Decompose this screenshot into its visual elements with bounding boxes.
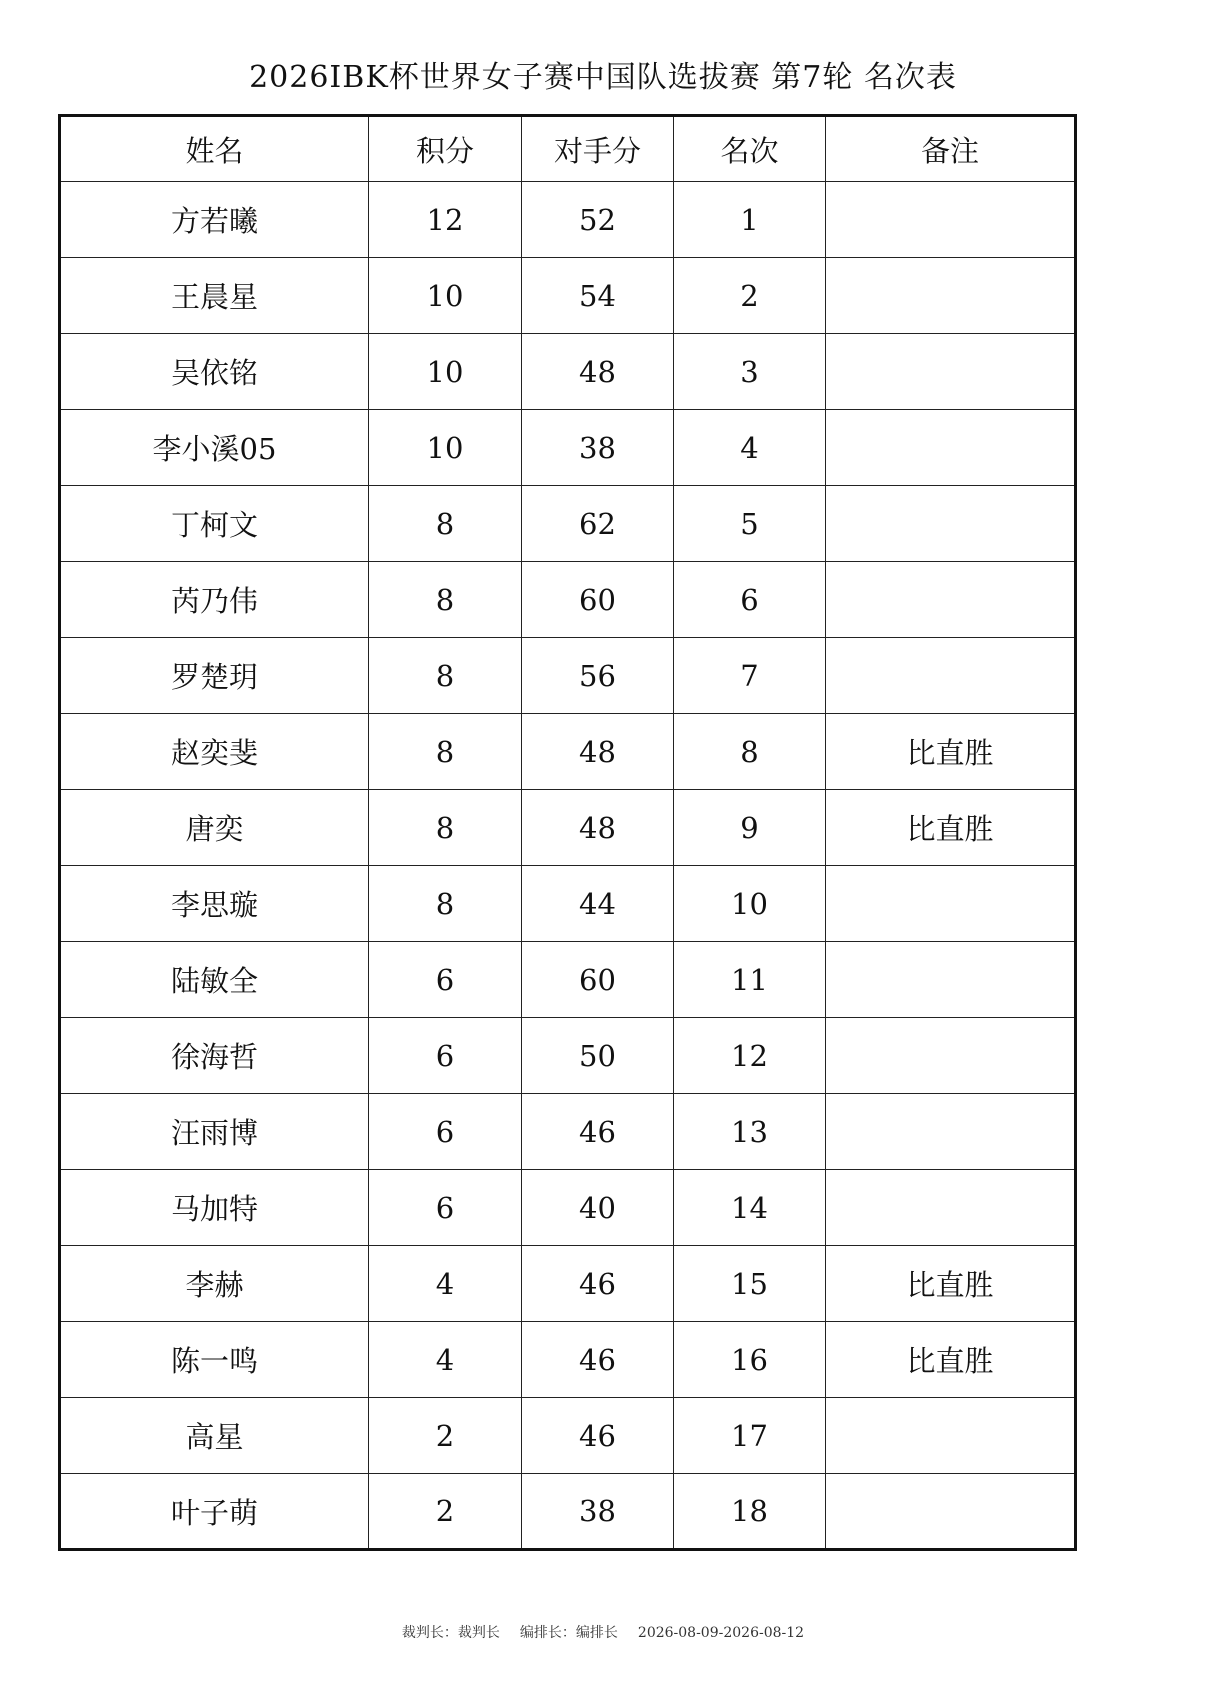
cell-score: 4 bbox=[369, 1246, 522, 1322]
cell-opponent-score: 56 bbox=[522, 638, 674, 714]
cell-note bbox=[826, 182, 1076, 258]
cell-score: 2 bbox=[369, 1398, 522, 1474]
cell-name: 叶子萌 bbox=[60, 1474, 369, 1550]
cell-name: 芮乃伟 bbox=[60, 562, 369, 638]
table-row bbox=[60, 1398, 1076, 1474]
cell-score: 10 bbox=[369, 334, 522, 410]
cell-note bbox=[826, 866, 1076, 942]
table-header-row bbox=[60, 116, 1076, 182]
cell-note: 比直胜 bbox=[826, 790, 1076, 866]
cell-opponent-score: 40 bbox=[522, 1170, 674, 1246]
cell-opponent-score: 46 bbox=[522, 1398, 674, 1474]
cell-note bbox=[826, 258, 1076, 334]
cell-score: 8 bbox=[369, 638, 522, 714]
cell-note bbox=[826, 1094, 1076, 1170]
cell-note bbox=[826, 638, 1076, 714]
cell-name: 丁柯文 bbox=[60, 486, 369, 562]
cell-name: 李赫 bbox=[60, 1246, 369, 1322]
header-score: 积分 bbox=[369, 116, 522, 182]
cell-rank: 1 bbox=[674, 182, 826, 258]
cell-name: 徐海哲 bbox=[60, 1018, 369, 1094]
cell-note bbox=[826, 1018, 1076, 1094]
cell-name: 吴依铭 bbox=[60, 334, 369, 410]
header-rank: 名次 bbox=[674, 116, 826, 182]
cell-opponent-score: 48 bbox=[522, 714, 674, 790]
cell-name: 李思璇 bbox=[60, 866, 369, 942]
table-row bbox=[60, 1170, 1076, 1246]
header-note: 备注 bbox=[826, 116, 1076, 182]
cell-opponent-score: 38 bbox=[522, 410, 674, 486]
cell-opponent-score: 48 bbox=[522, 334, 674, 410]
cell-note bbox=[826, 942, 1076, 1018]
footer-referee: 裁判长：裁判长 bbox=[401, 1625, 500, 1641]
cell-score: 8 bbox=[369, 562, 522, 638]
cell-name: 唐奕 bbox=[60, 790, 369, 866]
cell-rank: 17 bbox=[674, 1398, 826, 1474]
cell-score: 6 bbox=[369, 1094, 522, 1170]
cell-score: 8 bbox=[369, 714, 522, 790]
cell-score: 4 bbox=[369, 1322, 522, 1398]
cell-rank: 7 bbox=[674, 638, 826, 714]
cell-note bbox=[826, 1398, 1076, 1474]
table-row bbox=[60, 866, 1076, 942]
cell-note bbox=[826, 1474, 1076, 1550]
cell-note: 比直胜 bbox=[826, 1322, 1076, 1398]
cell-name: 李小溪05 bbox=[60, 410, 369, 486]
cell-opponent-score: 62 bbox=[522, 486, 674, 562]
cell-rank: 18 bbox=[674, 1474, 826, 1550]
cell-name: 赵奕斐 bbox=[60, 714, 369, 790]
cell-note: 比直胜 bbox=[826, 714, 1076, 790]
cell-opponent-score: 38 bbox=[522, 1474, 674, 1550]
cell-note bbox=[826, 1170, 1076, 1246]
cell-rank: 3 bbox=[674, 334, 826, 410]
cell-score: 8 bbox=[369, 486, 522, 562]
table-row bbox=[60, 486, 1076, 562]
footer-scheduler: 编排长：编排长 bbox=[519, 1625, 618, 1641]
table-row bbox=[60, 1094, 1076, 1170]
cell-score: 6 bbox=[369, 1170, 522, 1246]
cell-opponent-score: 52 bbox=[522, 182, 674, 258]
cell-score: 8 bbox=[369, 790, 522, 866]
table-row bbox=[60, 410, 1076, 486]
cell-note bbox=[826, 562, 1076, 638]
cell-opponent-score: 60 bbox=[522, 562, 674, 638]
cell-note: 比直胜 bbox=[826, 1246, 1076, 1322]
table-row bbox=[60, 562, 1076, 638]
cell-name: 马加特 bbox=[60, 1170, 369, 1246]
cell-note bbox=[826, 334, 1076, 410]
cell-name: 陈一鸣 bbox=[60, 1322, 369, 1398]
page-title: 2026IBK杯世界女子赛中国队选拔赛 第7轮 名次表 bbox=[249, 60, 957, 95]
cell-rank: 15 bbox=[674, 1246, 826, 1322]
footer bbox=[0, 1622, 1206, 1642]
cell-name: 陆敏全 bbox=[60, 942, 369, 1018]
cell-opponent-score: 50 bbox=[522, 1018, 674, 1094]
cell-rank: 6 bbox=[674, 562, 826, 638]
table-row bbox=[60, 942, 1076, 1018]
table-row bbox=[60, 334, 1076, 410]
cell-name: 高星 bbox=[60, 1398, 369, 1474]
cell-score: 10 bbox=[369, 258, 522, 334]
cell-name: 方若曦 bbox=[60, 182, 369, 258]
cell-opponent-score: 46 bbox=[522, 1246, 674, 1322]
cell-rank: 12 bbox=[674, 1018, 826, 1094]
cell-score: 2 bbox=[369, 1474, 522, 1550]
cell-rank: 2 bbox=[674, 258, 826, 334]
cell-score: 12 bbox=[369, 182, 522, 258]
cell-rank: 16 bbox=[674, 1322, 826, 1398]
table-row bbox=[60, 258, 1076, 334]
cell-name: 王晨星 bbox=[60, 258, 369, 334]
table-row bbox=[60, 714, 1076, 790]
cell-note bbox=[826, 486, 1076, 562]
cell-rank: 9 bbox=[674, 790, 826, 866]
cell-opponent-score: 60 bbox=[522, 942, 674, 1018]
footer-dates: 2026-08-09-2026-08-12 bbox=[637, 1625, 805, 1641]
table-row bbox=[60, 1474, 1076, 1550]
cell-score: 6 bbox=[369, 942, 522, 1018]
cell-name: 罗楚玥 bbox=[60, 638, 369, 714]
cell-name: 汪雨博 bbox=[60, 1094, 369, 1170]
cell-score: 6 bbox=[369, 1018, 522, 1094]
table-row bbox=[60, 790, 1076, 866]
standings-table bbox=[58, 114, 1077, 1551]
cell-opponent-score: 54 bbox=[522, 258, 674, 334]
table-row bbox=[60, 1322, 1076, 1398]
cell-opponent-score: 46 bbox=[522, 1322, 674, 1398]
header-opponent-score: 对手分 bbox=[522, 116, 674, 182]
table-row bbox=[60, 1018, 1076, 1094]
cell-rank: 4 bbox=[674, 410, 826, 486]
table-row bbox=[60, 638, 1076, 714]
cell-rank: 8 bbox=[674, 714, 826, 790]
cell-score: 8 bbox=[369, 866, 522, 942]
cell-opponent-score: 44 bbox=[522, 866, 674, 942]
cell-rank: 11 bbox=[674, 942, 826, 1018]
cell-rank: 13 bbox=[674, 1094, 826, 1170]
table-row bbox=[60, 1246, 1076, 1322]
cell-rank: 10 bbox=[674, 866, 826, 942]
cell-score: 10 bbox=[369, 410, 522, 486]
cell-rank: 5 bbox=[674, 486, 826, 562]
header-name: 姓名 bbox=[60, 116, 369, 182]
table-row bbox=[60, 182, 1076, 258]
cell-opponent-score: 48 bbox=[522, 790, 674, 866]
cell-rank: 14 bbox=[674, 1170, 826, 1246]
cell-note bbox=[826, 410, 1076, 486]
cell-opponent-score: 46 bbox=[522, 1094, 674, 1170]
